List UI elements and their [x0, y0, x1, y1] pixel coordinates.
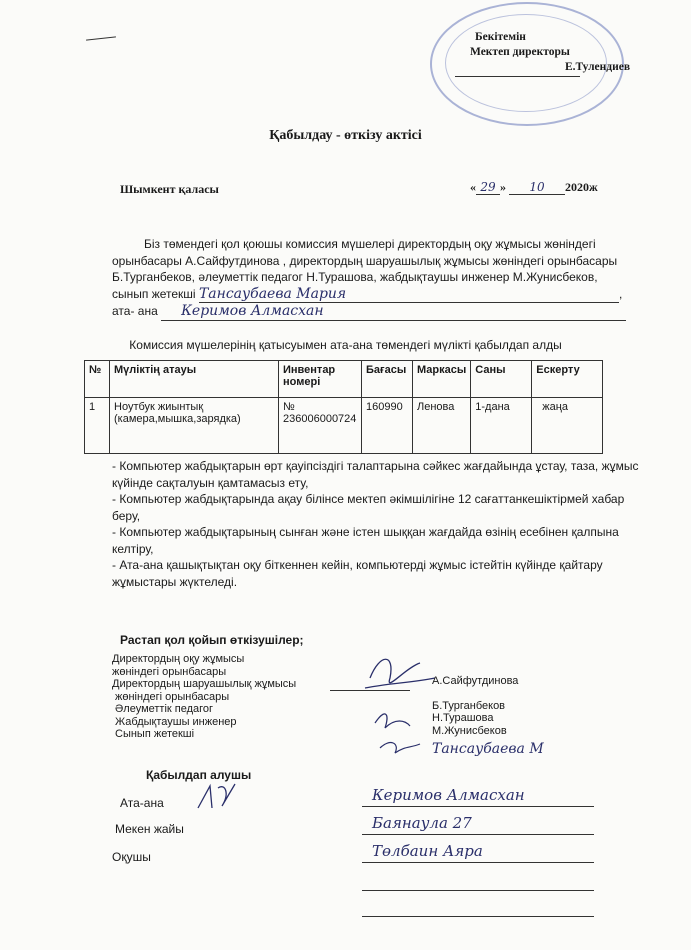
receiver-heading: Қабылдап алушы — [146, 768, 252, 782]
obligation-item: - Ата-ана қашықтықтан оқу біткеннен кейін, компьютерді жұмыс істейтін күйінде қайтару жұмыстары жүктеледі. — [112, 558, 603, 589]
approval-signature-line — [455, 76, 580, 77]
student-line — [362, 862, 594, 863]
signer-role: Сынып жетекші — [115, 728, 195, 740]
obligation-item: - Компьютер жабдықтарында ақау білінсе мектеп әкімшілігіне 12 сағаттанкешіктірмей хабар беру, — [112, 492, 625, 523]
property-table — [84, 360, 603, 454]
student-label: Оқушы — [112, 850, 151, 864]
signers-list — [112, 653, 296, 741]
row-note: жаңа — [532, 398, 603, 454]
parent-label: ата- ана — [112, 304, 158, 318]
approval-line-1: Бекітемін — [475, 31, 526, 43]
date-open: « — [470, 180, 476, 194]
row-price: 160990 — [362, 398, 413, 454]
signer-names — [432, 675, 518, 737]
name-zhunisbekov: М.Жунисбеков — [432, 724, 507, 737]
header-brand: Маркасы — [413, 361, 471, 398]
parent-line — [362, 806, 594, 807]
date-close: » — [500, 180, 506, 194]
receiver-parent-label: Ата-ана — [120, 796, 164, 810]
row-inventory: № 236006000724 — [279, 398, 362, 454]
header-num: № — [85, 361, 110, 398]
header-inventory: Инвентар номері — [279, 361, 362, 398]
row-qty: 1-дана — [471, 398, 532, 454]
teacher-label: сынып жетекші — [112, 286, 196, 301]
student-value: Төлбаин Аяра — [372, 842, 483, 860]
parent-value: Керимов Алмасхан — [161, 303, 626, 321]
signer-role: Директордың оқу жұмысы — [112, 653, 245, 665]
approval-line-3: Е.Тулендиев — [565, 61, 631, 73]
name-turganbekov: Б.Турганбеков — [432, 699, 506, 712]
intro-text: Біз төмендегі қол қоюшы комиссия мүшелері директордың оқу жұмысы жөніндегі орынбасары А.Сайфутдинова , директордың шаруашылық жұмысы жөніндегі орынбасары Б.Турганбеков, әлеуметтік педагог Н.Турашова, жабдықтаушы инженер М.Жунисбеков, — [112, 237, 618, 284]
teacher-value: Тансаубаева Мария — [199, 286, 619, 304]
obligation-item: - Компьютер жабдықтарының сынған және істен шыққан жағдайда өзінің есебінен қалпына келтіру, — [112, 525, 619, 556]
receiver-parent-value: Керимов Алмасхан — [372, 786, 525, 804]
corner-mark — [86, 36, 116, 40]
approval-line-2: Мектеп директоры — [470, 46, 570, 58]
teacher-handwritten-name: Тансаубаева М — [432, 741, 544, 757]
table-row — [85, 398, 603, 454]
signer-role: Әлеуметтік педагог — [115, 703, 214, 715]
date-month: 10 — [509, 180, 565, 195]
address-label: Мекен жайы — [115, 822, 184, 836]
obligation-item: - Компьютер жабдықтарын өрт қауіпсіздігі талаптарына сәйкес жағдайында ұстау, таза, жұмыс күйінде сақталуын қамтамасыз ету, — [112, 459, 639, 490]
address-value: Баянаула 27 — [372, 814, 472, 832]
approval-block — [470, 30, 630, 75]
header-note: Ескерту — [532, 361, 603, 398]
table-header-row — [85, 361, 603, 398]
date-day: 29 — [476, 180, 500, 195]
row-num: 1 — [85, 398, 110, 454]
signer-role: Жабдықтаушы инженер — [115, 715, 237, 728]
signers-heading: Растап қол қойып өткізушілер; — [120, 633, 304, 647]
name-turashova: Н.Турашова — [432, 712, 494, 724]
header-price: Бағасы — [362, 361, 413, 398]
row-brand: Ленова — [413, 398, 471, 454]
signer-role: жөніндегі орынбасары — [112, 665, 227, 678]
address-line — [362, 834, 594, 835]
blank-line — [362, 916, 594, 917]
document-date — [470, 180, 598, 195]
name-saifutdinova: А.Сайфутдинова — [432, 675, 519, 687]
document-title: Қабылдау - өткізу актісі — [269, 128, 422, 143]
signer-role: жөніндегі орынбасары — [115, 690, 230, 703]
intro-paragraph: Біз төмендегі қол қоюшы комиссия мүшелері директордың оқу жұмысы жөніндегі орынбасары А.Сайфутдинова , директордың шаруашылық жұмысы жөніндегі орынбасары Б.Турганбеков, әлеуметтік педагог Н.Турашова, жабдықтаушы инженер М.Жунисбеков, сынып жетекші Тансаубаева Мария , ата- ана Керимов Алмасхан — [112, 236, 632, 321]
header-name: Мүліктің атауы — [110, 361, 279, 398]
signer-role: Директордың шаруашылық жұмысы — [112, 678, 297, 690]
date-year: 2020ж — [565, 180, 598, 194]
table-caption: Комиссия мүшелерінің қатысуымен ата-ана төмендегі мүлікті қабылдап алды — [129, 338, 562, 352]
header-qty: Саны — [471, 361, 532, 398]
signature-scribbles — [350, 648, 440, 768]
blank-line — [362, 890, 594, 891]
city: Шымкент қаласы — [120, 182, 219, 196]
obligations-list — [112, 458, 642, 590]
row-name: Ноутбук жиынтық (камера,мышка,зарядка) — [110, 398, 279, 454]
parent-signature — [190, 778, 250, 818]
